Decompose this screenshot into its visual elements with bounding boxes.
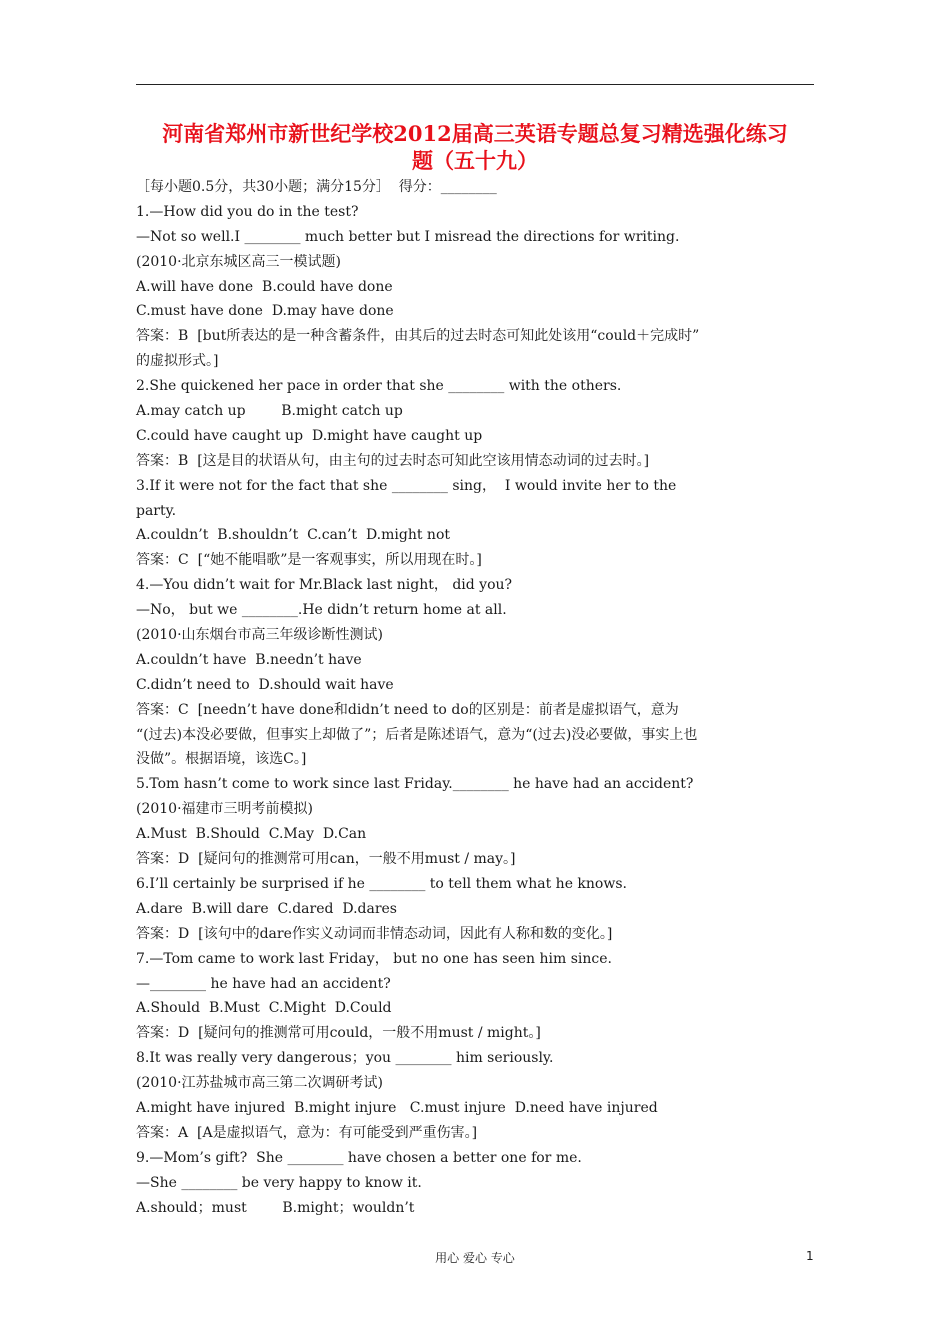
text-line: A.couldn’t have B.needn’t have	[136, 651, 362, 668]
document-body	[136, 175, 816, 1220]
text-line: 的虚拟形式。]	[136, 353, 219, 370]
text-line: A.should；must B.might；wouldn’t	[136, 1199, 415, 1216]
text-line: 答案：B [这是目的状语从句，由主句的过去时态可知此空该用情态动词的过去时。]	[136, 452, 650, 469]
text-line: A.dare B.will dare C.dared D.dares	[136, 900, 397, 917]
text-line: A.Must B.Should C.May D.Can	[136, 826, 367, 843]
page-number: 1	[806, 1249, 814, 1263]
text-line: A.couldn’t B.shouldn’t C.can’t D.might not	[136, 527, 450, 544]
text-line: (2010·福建市三明考前模拟)	[136, 801, 314, 818]
document-title	[136, 120, 814, 174]
text-line: —________ he have had an accident?	[136, 975, 391, 992]
text-line: 答案：A [A是虚拟语气，意为：有可能受到严重伤害。]	[136, 1124, 478, 1141]
text-line: —She ________ be very happy to know it.	[136, 1174, 422, 1191]
text-line: (2010·北京东城区高三一模试题)	[136, 253, 342, 270]
text-line: 答案：C [needn’t have done和didn’t need to do的区别是：前者是虚拟语气，意为	[136, 701, 679, 718]
text-line: 6.I’ll certainly be surprised if he ________ to tell them what he knows.	[136, 875, 627, 892]
text-line: 2.She quickened her pace in order that she ________ with the others.	[136, 378, 622, 395]
text-line: A.may catch up B.might catch up	[136, 403, 403, 420]
text-line: 4.—You didn’t wait for Mr.Black last night， did you?	[136, 577, 513, 594]
title-line-1: 河南省郑州市新世纪学校2012届高三英语专题总复习精选强化练习	[162, 121, 788, 146]
text-line: —Not so well.I ________ much better but I misread the directions for writing.	[136, 228, 680, 245]
text-line: A.will have done B.could have done	[136, 278, 393, 295]
text-line: (2010·江苏盐城市高三第二次调研考试)	[136, 1075, 384, 1092]
header-rule	[136, 84, 814, 85]
text-line: 答案：D [疑问句的推测常可用could，一般不用must / might。]	[136, 1025, 541, 1042]
title-line-2: 题（五十九）	[412, 148, 538, 173]
text-line: 5.Tom hasn’t come to work since last Friday.________ he have had an accident?	[136, 776, 694, 793]
text-line: 答案：D [该句中的dare作实义动词而非情态动词，因此有人称和数的变化。]	[136, 925, 613, 942]
text-line: 答案：B [but所表达的是一种含蓄条件，由其后的过去时态可知此处该用“could＋完成时”	[136, 328, 700, 345]
text-line: A.Should B.Must C.Might D.Could	[136, 1000, 392, 1017]
text-line: 1.—How did you do in the test?	[136, 203, 359, 220]
text-line: 答案：C [“她不能唱歌”是一客观事实，所以用现在时。]	[136, 552, 482, 569]
text-line: A.might have injured B.might injure C.must injure D.need have injured	[136, 1099, 658, 1116]
text-line: (2010·山东烟台市高三年级诊断性测试)	[136, 627, 384, 644]
text-line: party.	[136, 502, 177, 519]
text-line: C.could have caught up D.might have caught up	[136, 427, 483, 444]
text-line: 没做”。根据语境，该选C。]	[136, 751, 307, 768]
footer-motto: 用心 爱心 专心	[435, 1251, 515, 1265]
text-line: —No， but we ________.He didn’t return home at all.	[136, 602, 507, 619]
text-line: 答案：D [疑问句的推测常可用can，一般不用must / may。]	[136, 851, 516, 868]
text-line: C.must have done D.may have done	[136, 303, 394, 320]
text-line: 7.—Tom came to work last Friday， but no one has seen him since.	[136, 950, 612, 967]
text-line: “(过去)本没必要做，但事实上却做了”；后者是陈述语气，意为“(过去)没必要做，事实上也	[136, 726, 698, 743]
score-line: ［每小题0.5分，共30小题；满分15分］ 得分：________	[136, 179, 497, 195]
text-line: 9.—Mom’s gift? She ________ have chosen a better one for me.	[136, 1149, 582, 1166]
text-line: 8.It was really very dangerous；you ________ him seriously.	[136, 1050, 554, 1067]
text-line: 3.If it were not for the fact that she ________ sing， I would invite her to the	[136, 477, 677, 494]
text-line: C.didn’t need to D.should wait have	[136, 676, 394, 693]
